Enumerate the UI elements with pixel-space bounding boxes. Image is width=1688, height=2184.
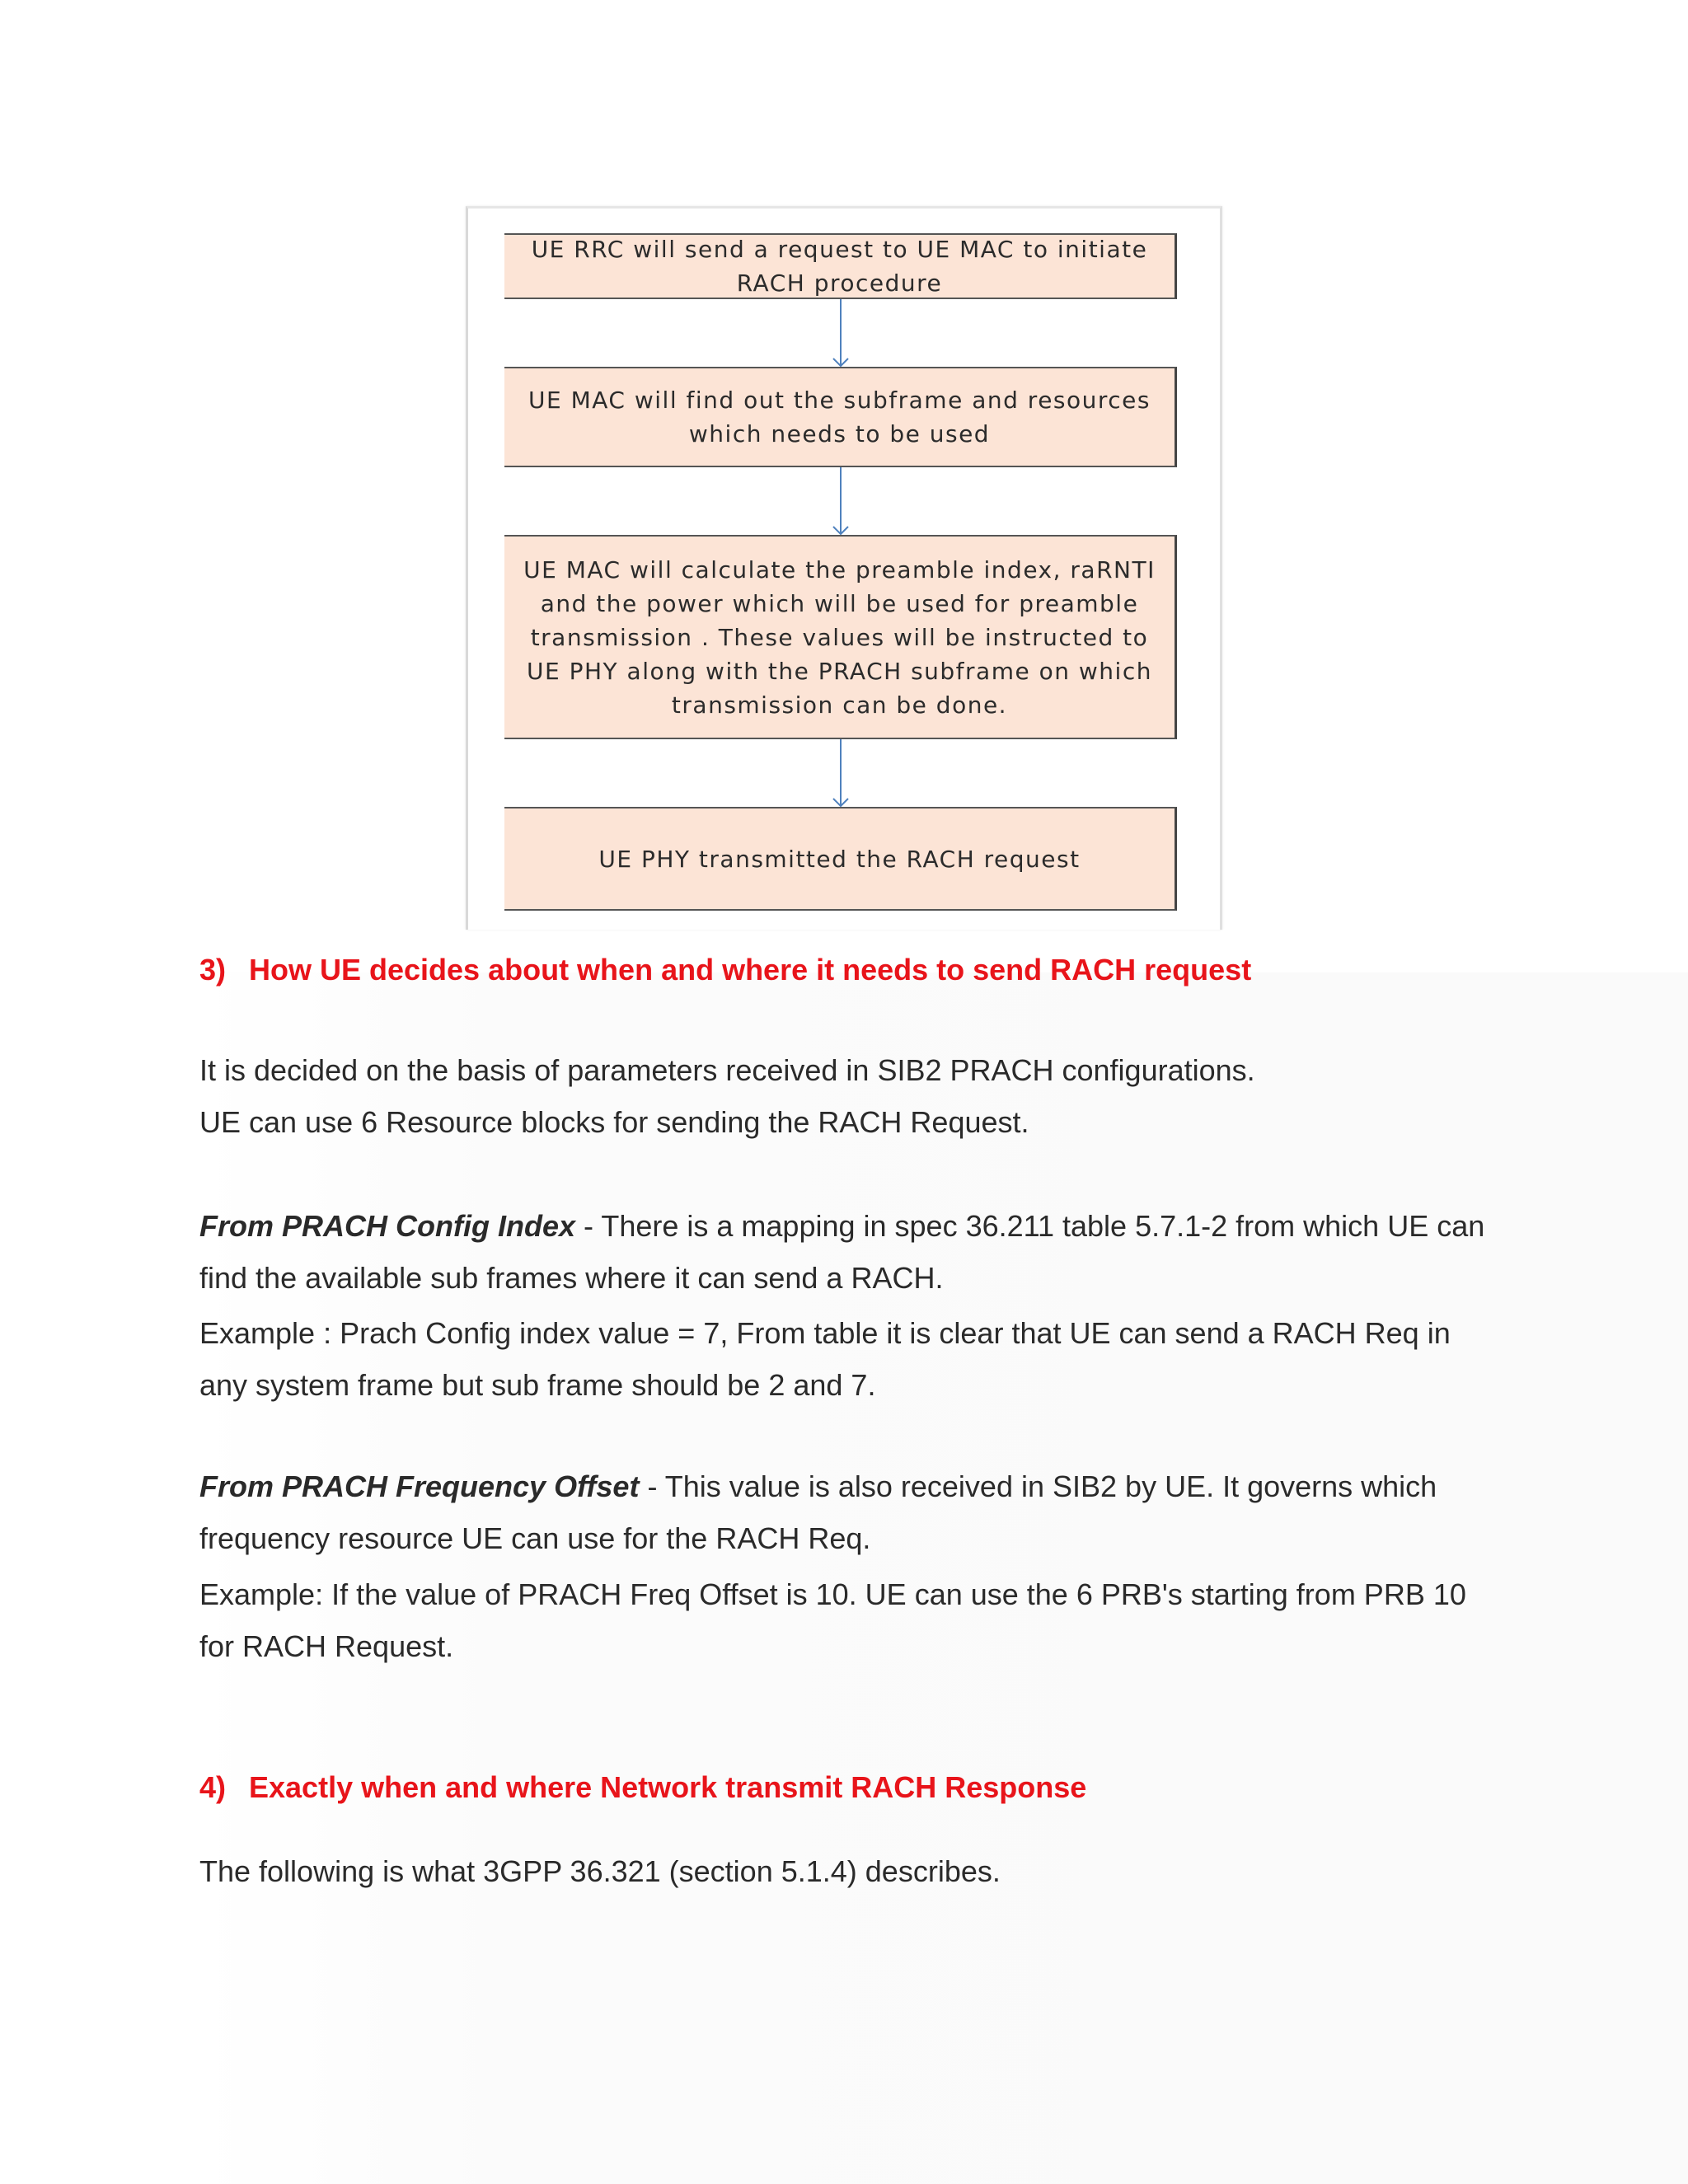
freq-offset-label: From PRACH Frequency Offset [199, 1469, 640, 1503]
flow-step-3: UE MAC will calculate the preamble index, raRNTI and the power which will be used for preamble transmission . These values will be instructed to UE PHY along with the PRACH subframe on which transmission can be done. [504, 535, 1177, 739]
section4-title: Exactly when and where Network transmit RACH Response [249, 1770, 1087, 1804]
flow-step-1: UE RRC will send a request to UE MAC to initiate RACH procedure [504, 233, 1177, 299]
section4-number: 4) [199, 1770, 227, 1804]
config-index-text: - There is a mapping in spec 36.211 table 5.7.1-2 from which UE can find the available sub frames where it can send a RACH. [199, 1209, 1485, 1295]
section3-number: 3) [199, 953, 227, 987]
section3-intro-2: UE can use 6 Resource blocks for sending the RACH Request. [199, 1105, 1029, 1139]
rach-flowchart [466, 206, 1222, 930]
flow-arrow-3 [468, 739, 1220, 807]
freq-offset-example: Example: If the value of PRACH Freq Offset is 10. UE can use the 6 PRB's starting from PRB 10 for RACH Request. [199, 1577, 1466, 1663]
freq-offset-paragraph [199, 1460, 1502, 1564]
flow-arrow-1 [468, 299, 1220, 367]
config-index-label: From PRACH Config Index [199, 1209, 575, 1243]
flow-step-2: UE MAC will find out the subframe and resources which needs to be used [504, 367, 1177, 467]
freq-offset-text: - This value is also received in SIB2 by UE. It governs which frequency resource UE can use for the RACH Req. [199, 1469, 1437, 1555]
section4-text: The following is what 3GPP 36.321 (section 5.1.4) describes. [199, 1854, 1001, 1888]
section3-intro-1: It is decided on the basis of parameters received in SIB2 PRACH configurations. [199, 1053, 1255, 1087]
flow-arrow-2 [468, 467, 1220, 535]
config-index-example: Example : Prach Config index value = 7, From table it is clear that UE can send a RACH Req in any system frame but sub frame should be 2 and 7. [199, 1316, 1451, 1402]
config-index-paragraph [199, 1200, 1502, 1304]
section3-heading [199, 953, 1251, 987]
flow-step-4: UE PHY transmitted the RACH request [504, 807, 1177, 911]
section4-heading [199, 1770, 1086, 1805]
section3-title: How UE decides about when and where it needs to send RACH request [249, 953, 1252, 987]
